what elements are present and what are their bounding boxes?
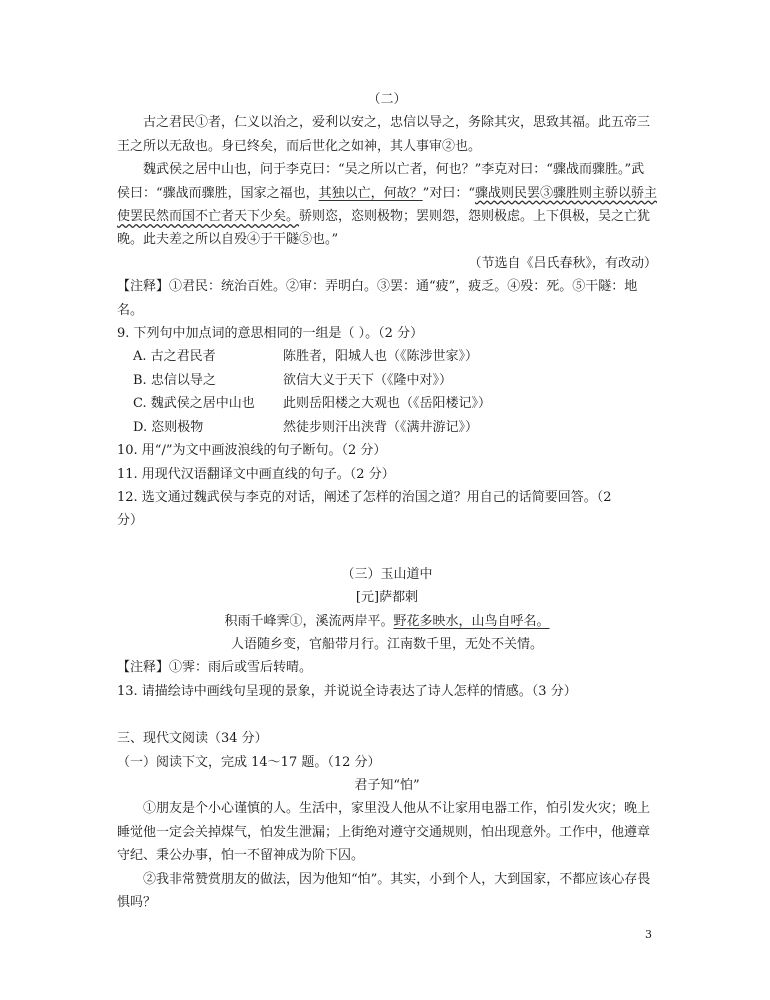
option-left: B. 忠信以导之	[133, 372, 216, 388]
passage-text: 魏武侯之居中山也，问于李克曰：“吴之所以亡者，何也？”李克对曰：“骤战而骤胜。”武侯曰：“骤战而骤胜，国家之福也，	[117, 162, 645, 201]
option-left: C. 魏武侯之居中山也	[133, 396, 255, 412]
section-3-title: （三）玉山道中	[341, 566, 433, 582]
option-right: 然徒步则汗出浃背（《满井游记》）	[283, 419, 479, 435]
passage-source: （节选自《吕氏春秋》，有改动）	[468, 255, 657, 271]
article-paragraph-2: ②我非常赞赏朋友的做法，因为他知“怕”。其实，小到个人，大到国家，不都应该心存畏惧吗？	[117, 871, 651, 910]
page-number: 3	[645, 928, 652, 941]
passage-text: ”对曰：“	[422, 185, 475, 201]
option-left: D. 恣则极物	[133, 419, 204, 435]
question-11: 11. 用现代汉语翻译文中画直线的句子。（2 分）	[117, 466, 395, 482]
wavy-underlined-sentence: 骤战则民罢③骤胜则主骄以骄主使罢民然而国不亡者天下少矣。	[117, 185, 657, 225]
underlined-poem-line: 野花多映水，山鸟自呼名。	[393, 613, 550, 629]
poem-line-2: 人语随乡变，官船带月行。江南数千里，无处不关情。	[230, 636, 543, 652]
passage-text: 骄则恣，恣则极物；罢则怨，怨则极虑。上下俱极，吴之亡犹晚。此夫差之所以自殁④于干隧⑤也。”	[117, 209, 651, 248]
passage-paragraph-2	[117, 158, 657, 252]
straight-underlined-sentence: 其独以亡，何故？	[318, 185, 423, 201]
poem-notes: 【注释】①霁：雨后或雪后转晴。	[117, 660, 313, 676]
option-d	[117, 416, 657, 439]
poem-author: [元]萨都剌	[355, 590, 419, 606]
option-a	[117, 345, 657, 368]
question-13: 13. 请描绘诗中画线句呈现的景象，并说说全诗表达了诗人怎样的情感。（3 分）	[117, 683, 577, 699]
question-9: 9. 下列句中加点词的意思相同的一组是（ ）。（2 分）	[117, 326, 424, 342]
passage-notes: 【注释】①君民：统治百姓。②审：弄明白。③罢：通“疲”，疲乏。④殁：死。⑤干隧：地名。	[117, 279, 638, 318]
question-10: 10. 用“/”为文中画波浪线的句子断句。（2 分）	[117, 443, 387, 459]
option-right: 此则岳阳楼之大观也（《岳阳楼记》）	[283, 396, 492, 412]
option-c	[117, 392, 657, 415]
question-12-cont: 分）	[117, 513, 144, 529]
part-3-subheading: （一）阅读下文，完成 14～17 题。（12 分）	[117, 754, 381, 770]
passage-paragraph-1: 古之君民①者，仁义以治之，爱利以安之，忠信以导之，务除其灾，思致其福。此五帝三王之所以无敌也。身已终矣，而后世化之如神，其人事审②也。	[117, 115, 651, 154]
part-3-heading: 三、现代文阅读（34 分）	[117, 731, 268, 747]
article-paragraph-1: ①朋友是个小心谨慎的人。生活中，家里没人他从不让家用电器工作，怕引发火灾；晚上睡觉他一定会关掉煤气，怕发生泄漏；上街绝对遵守交通规则，怕出现意外。工作中，他遵章守纪、秉公办事，怕一不留神成为阶下囚。	[117, 801, 651, 864]
poem-text: 积雨千峰霁①，溪流两岸平。	[224, 613, 394, 629]
question-12: 12. 选文通过魏武侯与李克的对话，阐述了怎样的治国之道？用自己的话简要回答。（2	[117, 489, 612, 505]
page-content	[117, 88, 657, 914]
option-right: 欲信大义于天下（《隆中对》）	[283, 372, 453, 388]
section-2-title: （二）	[367, 92, 407, 107]
option-right: 陈胜者，阳城人也（《陈涉世家》）	[283, 349, 479, 365]
option-left: A. 古之君民者	[133, 349, 216, 365]
option-b	[117, 369, 657, 392]
article-title: 君子知“怕”	[354, 777, 420, 793]
poem-line-1	[117, 610, 657, 633]
